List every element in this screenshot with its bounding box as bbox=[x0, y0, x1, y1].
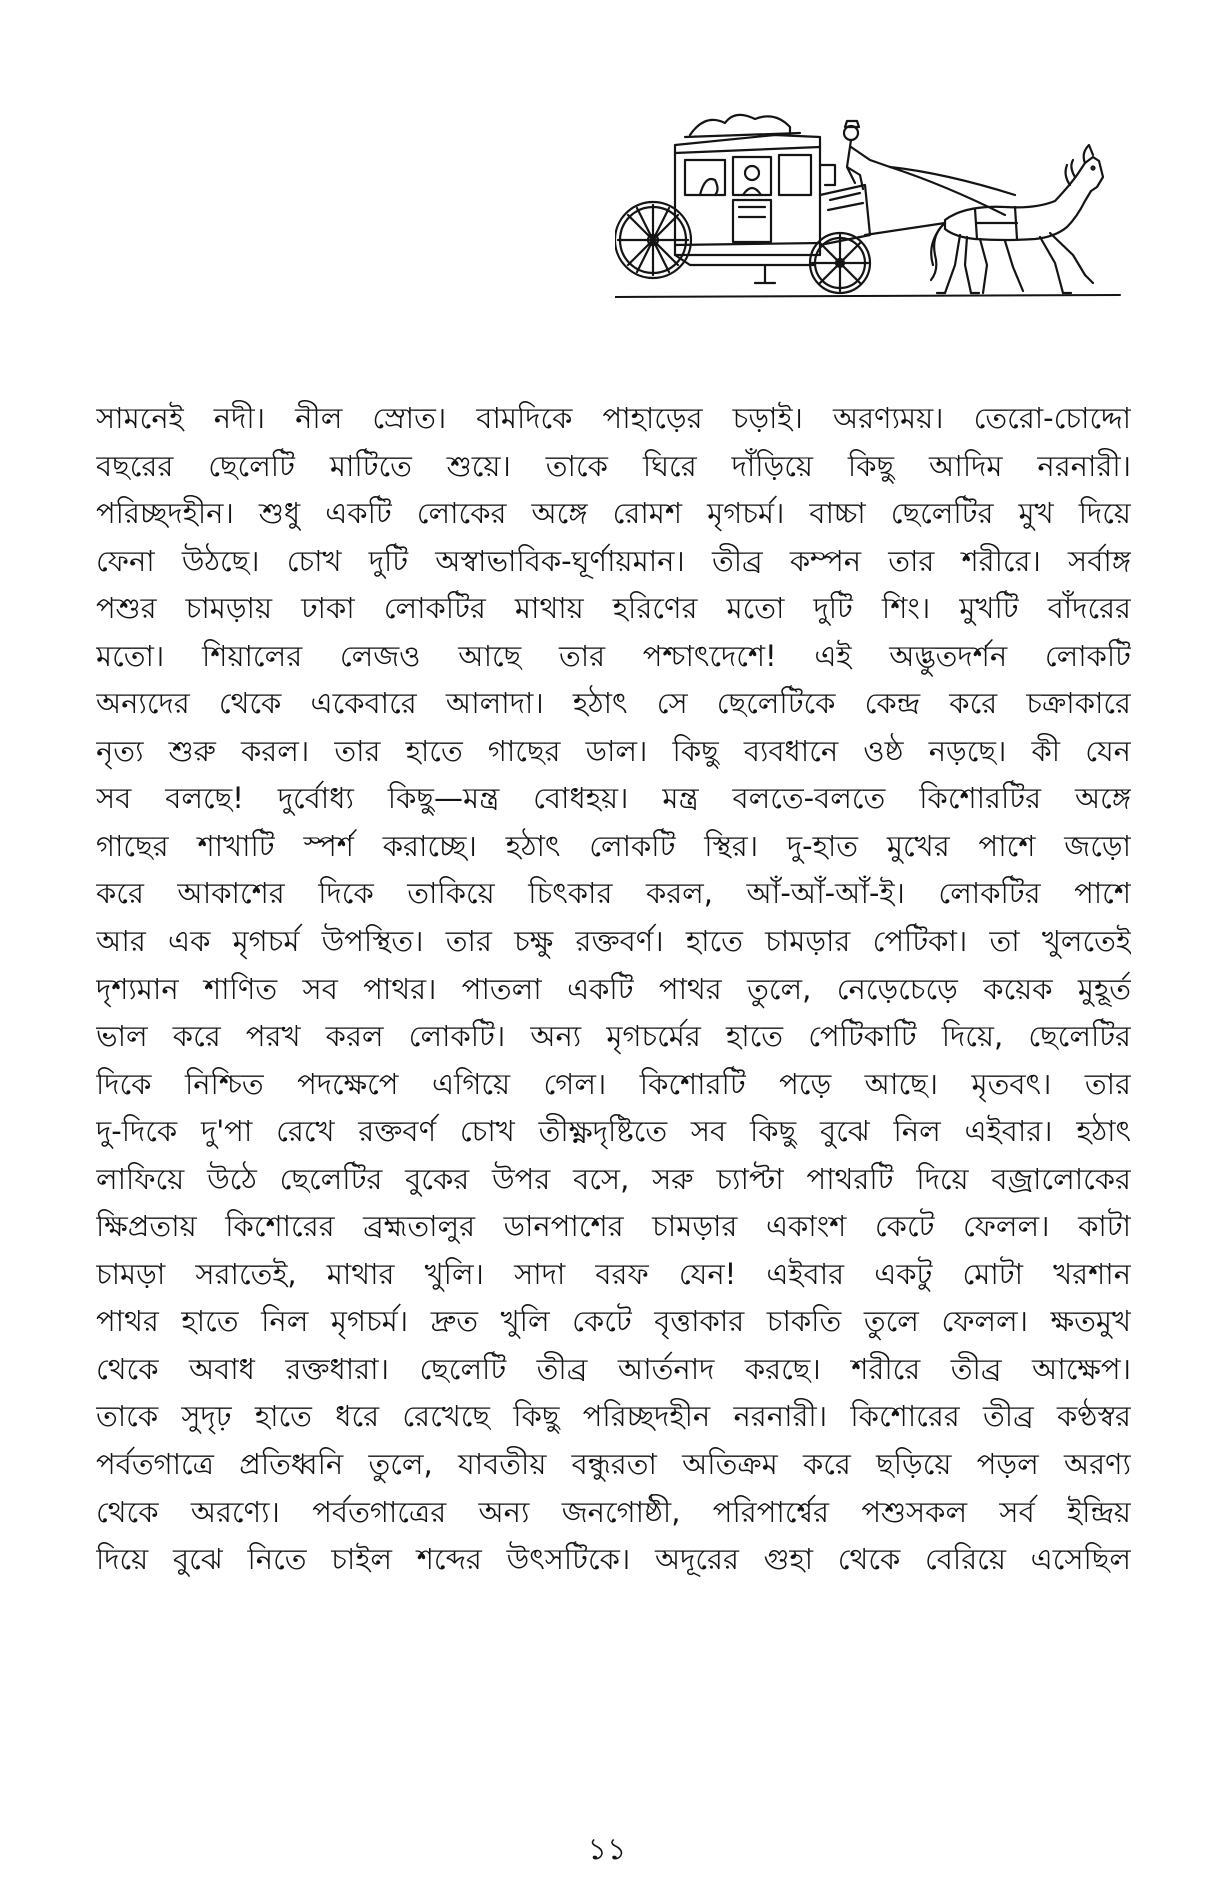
text-line: পর্বতগাত্রে প্রতিধ্বনি তুলে, যাবতীয় বন্ধুরতা অতিক্রম করে ছড়িয়ে পড়ল অরণ্য bbox=[96, 1447, 1131, 1482]
text-line: সামনেই নদী। নীল স্রোত। বামদিকে পাহাড়ের চড়াই। অরণ্যময়। তেরো-চোদ্দো bbox=[96, 401, 1131, 435]
text-line: থেকে অবাধ রক্তধারা। ছেলেটি তীব্র আর্তনাদ করছে। শরীরে তীব্র আক্ষেপ। bbox=[96, 1351, 1131, 1386]
page-number: ১১ bbox=[587, 1832, 627, 1867]
text-line: ভাল করে পরখ করল লোকটি। অন্য মৃগচর্মের হাতে পেটিকাটি দিয়ে, ছেলেটির bbox=[96, 1019, 1131, 1054]
text-line: আর এক মৃগচর্ম উপস্থিত। তার চক্ষু রক্তবর্ণ। হাতে চামড়ার পেটিকা। তা খুলতেই bbox=[96, 924, 1131, 959]
text-line: লাফিয়ে উঠে ছেলেটির বুকের উপর বসে, সরু চ্যাপ্টা পাথরটি দিয়ে বজ্রালোকের bbox=[96, 1161, 1131, 1196]
text-line: সব বলছে! দুর্বোধ্য কিছু—মন্ত্র বোধহয়। মন্ত্র বলতে-বলতে কিশোরটির অঙ্গে bbox=[96, 781, 1131, 816]
text-line: থেকে অরণ্যে। পর্বতগাত্রের অন্য জনগোষ্ঠী, পরিপার্শ্বের পশুসকল সর্ব ইন্দ্রিয় bbox=[96, 1494, 1131, 1529]
text-line: করে আকাশের দিকে তাকিয়ে চিৎকার করল, আঁ-আঁ-আঁ-ই। লোকটির পাশে bbox=[96, 876, 1131, 911]
text-line: মতো। শিয়ালের লেজও আছে তার পশ্চাৎদেশে! এই অদ্ভুতদর্শন লোকটি bbox=[96, 638, 1131, 673]
text-line: গাছের শাখাটি স্পর্শ করাচ্ছে। হঠাৎ লোকটি স্থির। দু-হাত মুখের পাশে জড়ো bbox=[96, 828, 1131, 863]
text-line: পশুর চামড়ায় ঢাকা লোকটির মাথায় হরিণের মতো দুটি শিং। মুখটি বাঁদরের bbox=[96, 591, 1131, 626]
body-text bbox=[96, 395, 1131, 1584]
carriage-illustration bbox=[615, 105, 1125, 305]
horse-drawn-carriage-icon bbox=[615, 105, 1125, 305]
text-line: পাথর হাতে নিল মৃগচর্ম। দ্রুত খুলি কেটে বৃত্তাকার চাকতি তুলে ফেলল। ক্ষতমুখ bbox=[96, 1304, 1131, 1339]
text-line: অন্যদের থেকে একেবারে আলাদা। হঠাৎ সে ছেলেটিকে কেন্দ্র করে চক্রাকারে bbox=[96, 686, 1131, 721]
text-line: চামড়া সরাতেই, মাথার খুলি। সাদা বরফ যেন! এইবার একটু মোটা খরশান bbox=[96, 1256, 1131, 1291]
text-line: তাকে সুদৃঢ় হাতে ধরে রেখেছে কিছু পরিচ্ছদহীন নরনারী। কিশোরের তীব্র কণ্ঠস্বর bbox=[96, 1399, 1131, 1434]
text-line: দিকে নিশ্চিত পদক্ষেপে এগিয়ে গেল। কিশোরটি পড়ে আছে। মৃতবৎ। তার bbox=[96, 1066, 1131, 1101]
text-line: দৃশ্যমান শাণিত সব পাথর। পাতলা একটি পাথর তুলে, নেড়েচেড়ে কয়েক মুহূর্ত bbox=[96, 971, 1131, 1006]
text-line: নৃত্য শুরু করল। তার হাতে গাছের ডাল। কিছু ব্যবধানে ওষ্ঠ নড়ছে। কী যেন bbox=[96, 733, 1131, 768]
text-line: দু-দিকে দু'পা রেখে রক্তবর্ণ চোখ তীক্ষ্ণদৃষ্টিতে সব কিছু বুঝে নিল এইবার। হঠাৎ bbox=[96, 1114, 1131, 1149]
text-line: ক্ষিপ্রতায় কিশোরের ব্রহ্মতালুর ডানপাশের চামড়ার একাংশ কেটে ফেলল। কাটা bbox=[96, 1209, 1131, 1244]
text-line: দিয়ে বুঝে নিতে চাইল শব্দের উৎসটিকে। অদূরের গুহা থেকে বেরিয়ে এসেছিল bbox=[96, 1542, 1131, 1577]
text-line: বছরের ছেলেটি মাটিতে শুয়ে। তাকে ঘিরে দাঁড়িয়ে কিছু আদিম নরনারী। bbox=[96, 448, 1131, 483]
text-line: পরিচ্ছদহীন। শুধু একটি লোকের অঙ্গে রোমশ মৃগচর্ম। বাচ্চা ছেলেটির মুখ দিয়ে bbox=[96, 496, 1131, 531]
text-line: ফেনা উঠছে। চোখ দুটি অস্বাভাবিক-ঘূর্ণায়মান। তীব্র কম্পন তার শরীরে। সর্বাঙ্গ bbox=[96, 543, 1131, 578]
